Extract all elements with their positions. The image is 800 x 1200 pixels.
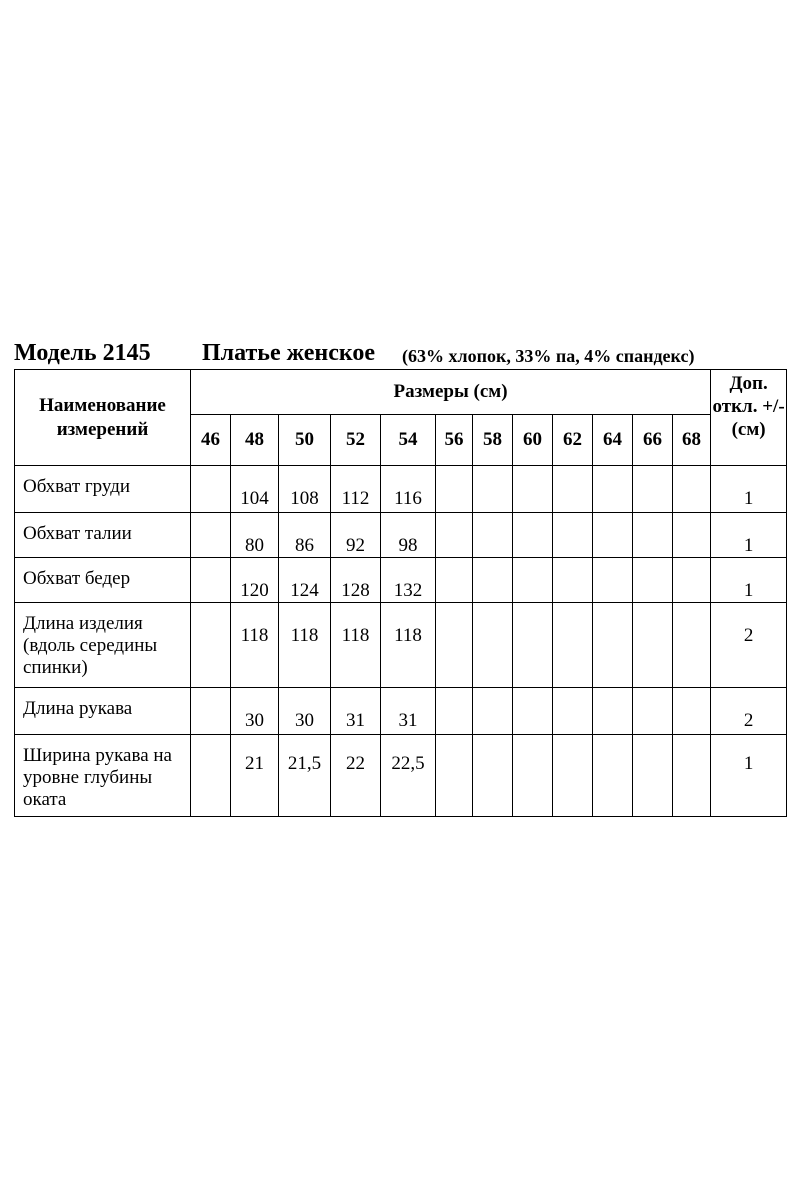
size-header-cell: 60 [513, 415, 553, 466]
measurement-value: 104 [231, 466, 279, 513]
measurement-value: 118 [381, 603, 436, 688]
measurement-value [191, 735, 231, 817]
measurement-value [513, 513, 553, 558]
measurement-value [553, 735, 593, 817]
measurement-value [436, 466, 473, 513]
measurement-value [513, 688, 553, 735]
measurement-value [673, 513, 711, 558]
measurement-row [15, 735, 787, 817]
measurement-value [593, 558, 633, 603]
tolerance-value: 1 [711, 513, 787, 558]
size-header-cell: 66 [633, 415, 673, 466]
measurement-value: 21,5 [279, 735, 331, 817]
tolerance-header: Доп. откл. +/- (см) [711, 370, 787, 466]
measurement-value [553, 466, 593, 513]
measurement-value [673, 603, 711, 688]
measurement-value [553, 513, 593, 558]
measurement-name-header: Наименование измерений [15, 370, 191, 466]
measurement-value [473, 688, 513, 735]
measurement-value [553, 688, 593, 735]
measurement-value [513, 603, 553, 688]
measurement-value: 22 [331, 735, 381, 817]
measurement-value: 80 [231, 513, 279, 558]
measurement-value [191, 603, 231, 688]
measurement-row [15, 603, 787, 688]
measurement-value [473, 466, 513, 513]
size-header-cell: 48 [231, 415, 279, 466]
measurement-value [593, 466, 633, 513]
measurement-value [513, 466, 553, 513]
measurement-value [436, 688, 473, 735]
measurement-value: 30 [279, 688, 331, 735]
measurement-row [15, 513, 787, 558]
tolerance-value: 1 [711, 735, 787, 817]
size-header-cell: 54 [381, 415, 436, 466]
measurement-value: 118 [231, 603, 279, 688]
measurement-value: 108 [279, 466, 331, 513]
measurement-value: 116 [381, 466, 436, 513]
measurement-value [436, 735, 473, 817]
measurement-value: 118 [279, 603, 331, 688]
measurement-value: 31 [381, 688, 436, 735]
size-header-cell: 50 [279, 415, 331, 466]
measurement-value [436, 603, 473, 688]
measurement-value: 128 [331, 558, 381, 603]
measurement-value [593, 735, 633, 817]
measurement-name: Обхват бедер [15, 558, 191, 603]
measurement-value [191, 466, 231, 513]
measurement-value: 112 [331, 466, 381, 513]
header-row [15, 370, 787, 415]
model-number: Модель 2145 [14, 340, 151, 366]
measurement-value [633, 735, 673, 817]
tolerance-value: 2 [711, 688, 787, 735]
measurement-value [473, 558, 513, 603]
sizes-header: Размеры (см) [191, 370, 711, 415]
size-chart-table [14, 369, 787, 817]
measurement-value: 118 [331, 603, 381, 688]
measurement-value [593, 688, 633, 735]
measurement-value [436, 558, 473, 603]
measurement-value [633, 558, 673, 603]
fabric-composition: (63% хлопок, 33% па, 4% спандекс) [402, 346, 695, 366]
measurement-value [553, 558, 593, 603]
measurement-value: 98 [381, 513, 436, 558]
product-name: Платье женское [202, 340, 376, 366]
size-header-cell: 64 [593, 415, 633, 466]
measurement-value: 86 [279, 513, 331, 558]
measurement-value [473, 513, 513, 558]
measurement-value [191, 558, 231, 603]
size-header-cell: 68 [673, 415, 711, 466]
measurement-value: 132 [381, 558, 436, 603]
measurement-value: 22,5 [381, 735, 436, 817]
measurement-value [513, 558, 553, 603]
size-header-cell: 62 [553, 415, 593, 466]
measurement-value [633, 688, 673, 735]
tolerance-value: 1 [711, 466, 787, 513]
measurement-value [191, 513, 231, 558]
measurement-value [513, 735, 553, 817]
measurement-value: 30 [231, 688, 279, 735]
measurement-value: 21 [231, 735, 279, 817]
measurement-name: Обхват талии [15, 513, 191, 558]
tolerance-value: 2 [711, 603, 787, 688]
size-header-cell: 46 [191, 415, 231, 466]
measurement-row [15, 466, 787, 513]
measurement-value: 120 [231, 558, 279, 603]
document-title [14, 340, 786, 370]
measurement-value: 92 [331, 513, 381, 558]
measurement-name: Обхват груди [15, 466, 191, 513]
measurement-value: 124 [279, 558, 331, 603]
measurement-row [15, 688, 787, 735]
size-header-cell: 52 [331, 415, 381, 466]
tolerance-value: 1 [711, 558, 787, 603]
measurement-value [553, 603, 593, 688]
measurement-value [673, 558, 711, 603]
measurement-value [436, 513, 473, 558]
measurement-row [15, 558, 787, 603]
measurement-value [191, 688, 231, 735]
measurement-value [473, 603, 513, 688]
measurement-value [633, 466, 673, 513]
measurement-value: 31 [331, 688, 381, 735]
measurement-name: Длина изделия (вдоль середины спинки) [15, 603, 191, 688]
measurement-value [593, 513, 633, 558]
measurement-value [473, 735, 513, 817]
measurement-value [673, 688, 711, 735]
measurement-name: Ширина рукава на уровне глубины оката [15, 735, 191, 817]
measurement-name: Длина рукава [15, 688, 191, 735]
measurement-value [673, 466, 711, 513]
measurement-value [633, 513, 673, 558]
measurement-value [673, 735, 711, 817]
size-header-cell: 56 [436, 415, 473, 466]
measurement-value [633, 603, 673, 688]
measurement-value [593, 603, 633, 688]
size-header-cell: 58 [473, 415, 513, 466]
